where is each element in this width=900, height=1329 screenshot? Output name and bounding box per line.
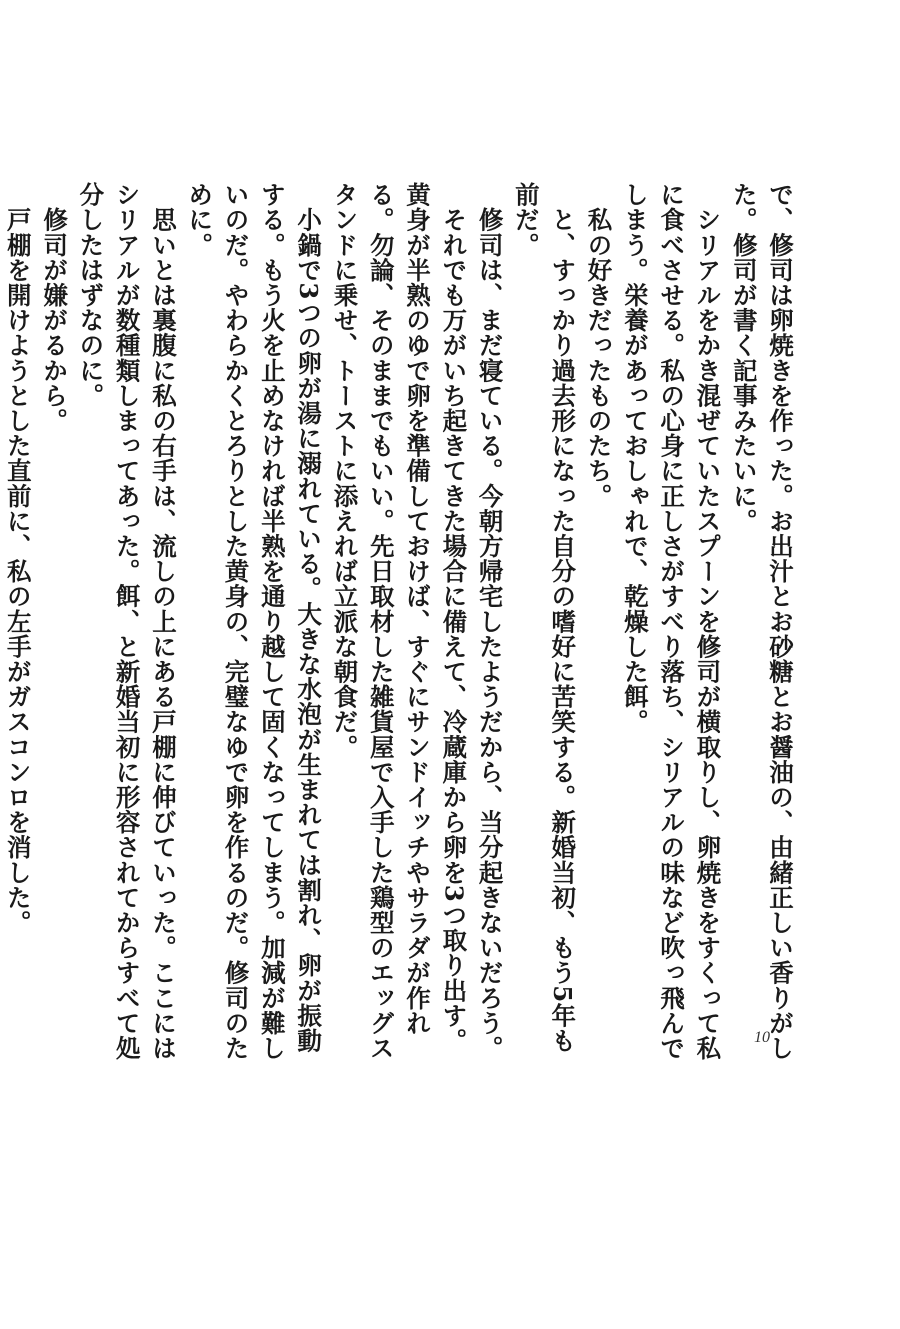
- paragraph-9: 修司が嫌がるから。: [40, 182, 70, 433]
- page-number: 10: [754, 1029, 770, 1046]
- body-text: [0, 182, 798, 1062]
- paragraph-3: 私の好きだったものたち。: [584, 182, 614, 509]
- paragraph-8: 思いとは裏腹に私の右手は、流しの上にある戸棚に伸びていった。ここにはシリアルが数種類しまってあった。餌、と新婚当初に形容されてからすべて処分したはずなのに。: [76, 182, 178, 1061]
- paragraph-7: 小鍋で3つの卵が湯に溺れている。大きな水泡が生まれては割れ、卵が振動する。もう火を止めなければ半熟を通り越して固くなってしまう。加減が難しいのだ。やわらかくとろりとした黄身の、完璧なゆで卵を作るのだ。修司のために。: [185, 182, 324, 1061]
- paragraph-1: で、修司は卵焼きを作った。お出汁とお砂糖とお醤油の、由緒正しい香りがした。修司が書く記事みたいに。: [729, 182, 795, 1061]
- paragraph-2: シリアルをかき混ぜていたスプーンを修司が横取りし、卵焼きをすくって私に食べさせる。私の心身に正しさがすべり落ち、シリアルの味など吹っ飛んでしまう。栄養があっておしゃれで、乾燥した餌。: [620, 182, 723, 1061]
- paragraph-4: と、すっかり過去形になった自分の嗜好に苦笑する。新婚当初、もう5年も前だ。: [511, 182, 578, 1054]
- paragraph-10: 戸棚を開けようとした直前に、私の左手がガスコンロを消した。: [3, 182, 33, 935]
- paragraph-6: それでも万がいち起きてきた場合に備えて、冷蔵庫から卵を3つ取り出す。黄身が半熟のゆで卵を準備しておけば、すぐにサンドイッチやサラダが作れる。勿論、そのままでもいい。先日取材した雑貨屋で入手した鶏型のエッグスタンドに乗せ、トーストに添えれば立派な朝食だ。: [330, 182, 469, 1061]
- paragraph-5: 修司は、まだ寝ている。今朝方帰宅したようだから、当分起きないだろう。: [475, 182, 505, 1061]
